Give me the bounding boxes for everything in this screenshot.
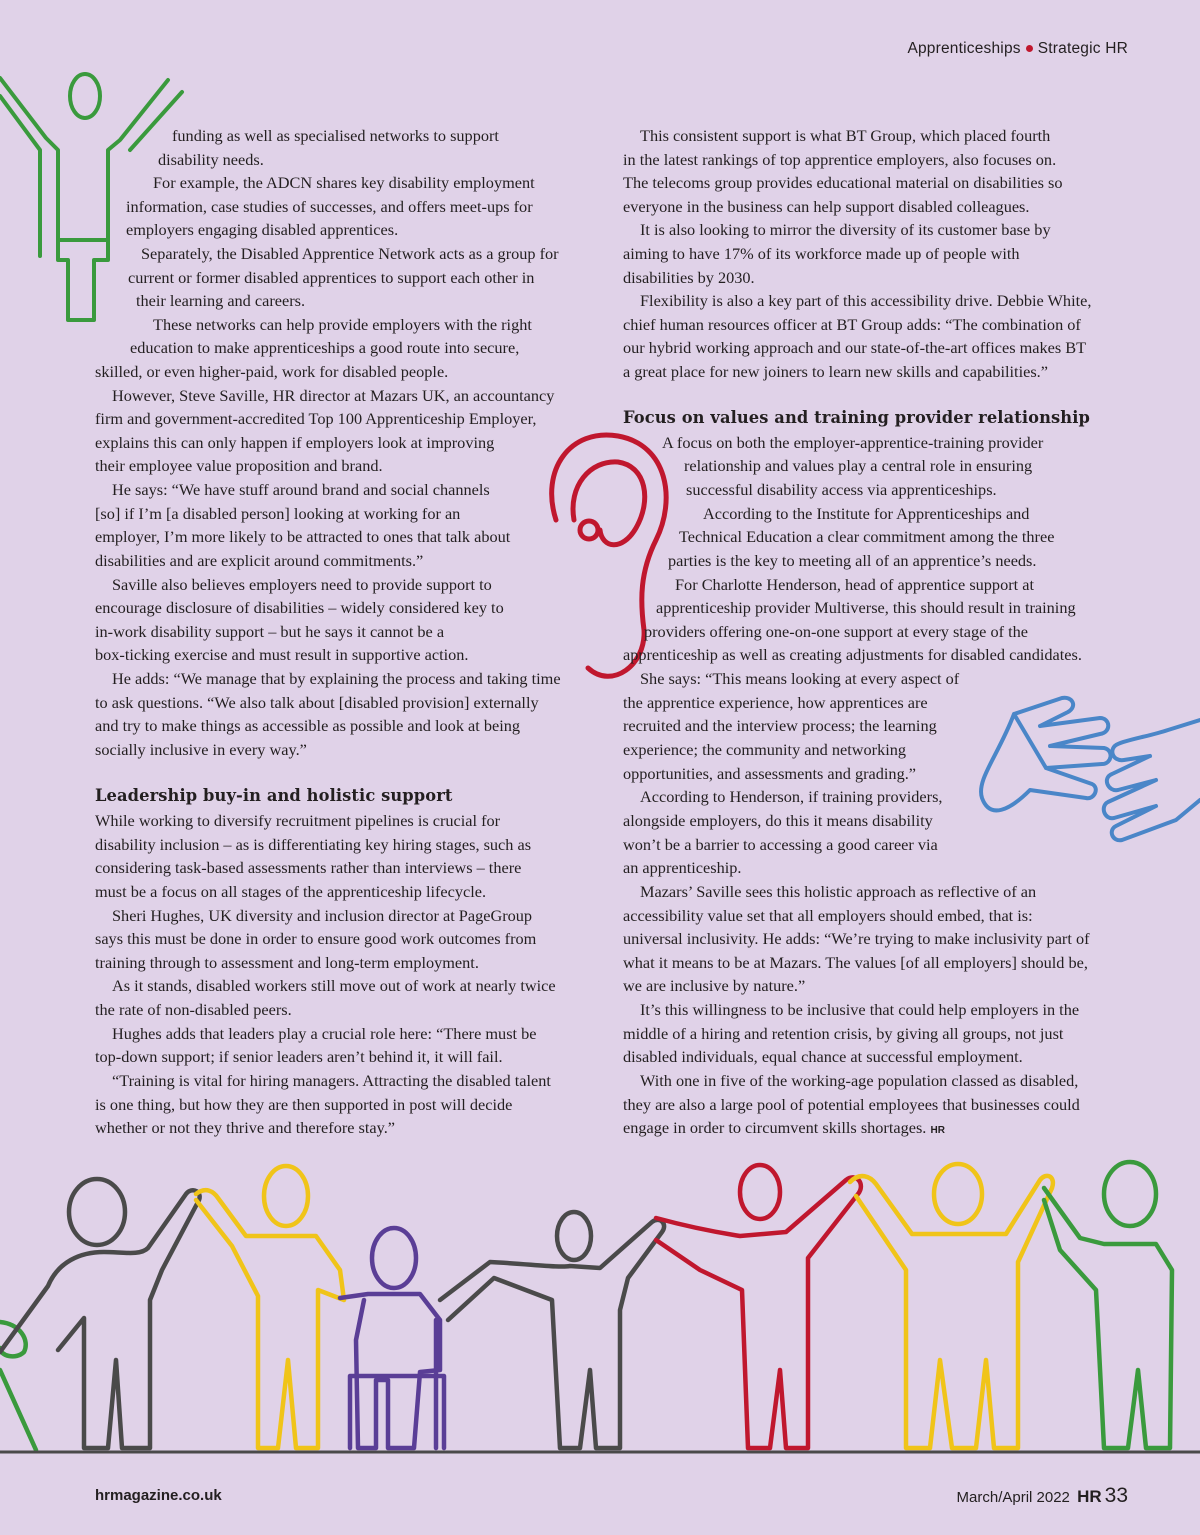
- body-line: education to make apprenticeships a good route into secure,: [130, 338, 520, 357]
- body-line: For Charlotte Henderson, head of apprentice support at: [675, 575, 1034, 594]
- body-line: top-down support; if senior leaders aren’t behind it, it will fail.: [95, 1047, 503, 1066]
- body-line: successful disability access via apprenticeships.: [686, 480, 997, 499]
- body-line: to ask questions. “We also talk about [disabled provision] externally: [95, 693, 539, 712]
- issue-date: March/April 2022: [956, 1489, 1070, 1506]
- body-line: in-work disability support – but he says it cannot be a: [95, 622, 445, 641]
- body-line: [so] if I’m [a disabled person] looking at working for an: [95, 504, 461, 523]
- body-line: universal inclusivity. He adds: “We’re trying to make inclusivity part of: [623, 929, 1090, 948]
- body-line: Hughes adds that leaders play a crucial role here: “There must be: [112, 1024, 537, 1043]
- body-line: encourage disclosure of disabilities – widely considered key to: [95, 598, 504, 617]
- subsection-label: Strategic HR: [1037, 40, 1128, 57]
- body-line: middle of a hiring and retention crisis, by giving all groups, not just: [623, 1024, 1064, 1043]
- body-line: their learning and careers.: [136, 291, 306, 310]
- body-line: they are also a large pool of potential employees that businesses could: [623, 1095, 1080, 1114]
- body-text: engage in order to circumvent skills shortages.: [623, 1118, 927, 1137]
- page-number: 33: [1104, 1484, 1128, 1507]
- body-line: won’t be a barrier to accessing a good career via: [623, 835, 938, 854]
- body-line: skilled, or even higher-paid, work for disabled people.: [95, 362, 449, 381]
- body-line: disabilities by 2030.: [623, 268, 755, 287]
- body-line: opportunities, and assessments and grading.”: [623, 764, 917, 783]
- sign-language-hands-icon: [981, 698, 1200, 840]
- body-line: employer, I’m more likely to be attracted to ones that talk about: [95, 527, 511, 546]
- body-line: This consistent support is what BT Group, which placed fourth: [640, 126, 1051, 145]
- body-line: He says: “We have stuff around brand and social channels: [112, 480, 490, 499]
- body-line: Flexibility is also a key part of this accessibility drive. Debbie White,: [640, 291, 1092, 310]
- body-line: an apprenticeship.: [623, 858, 742, 877]
- body-line: Mazars’ Saville sees this holistic approach as reflective of an: [640, 882, 1037, 901]
- body-line: It’s this willingness to be inclusive that could help employers in the: [640, 1000, 1080, 1019]
- body-line: what it means to be at Mazars. The values [of all employers] should be,: [623, 953, 1088, 972]
- body-line-last: [623, 1116, 945, 1143]
- body-line: everyone in the business can help support disabled colleagues.: [623, 197, 1030, 216]
- page-footer: [957, 1484, 1128, 1508]
- body-line: in the latest rankings of top apprentice employers, also focuses on.: [623, 150, 1057, 169]
- body-line: It is also looking to mirror the diversity of its customer base by: [640, 220, 1051, 239]
- magazine-brand: HR: [1077, 1487, 1102, 1506]
- body-line: accessibility value set that all employers should embed, that is:: [623, 906, 1033, 925]
- body-line: The telecoms group provides educational material on disabilities so: [623, 173, 1063, 192]
- body-line: their employee value proposition and brand.: [95, 456, 383, 475]
- body-line: disabled individuals, equal chance at successful employment.: [623, 1047, 1023, 1066]
- body-line: aiming to have 17% of its workforce made up of people with: [623, 244, 1020, 263]
- body-line: a great place for new joiners to learn new skills and capabilities.”: [623, 362, 1048, 381]
- body-line: A focus on both the employer-apprentice-training provider: [662, 433, 1044, 452]
- body-line: For example, the ADCN shares key disability employment: [153, 173, 535, 192]
- end-mark: HR: [930, 1125, 945, 1136]
- body-line: As it stands, disabled workers still move out of work at nearly twice: [112, 976, 556, 995]
- body-line: These networks can help provide employers with the right: [153, 315, 532, 334]
- body-line: parties is the key to meeting all of an apprentice’s needs.: [668, 551, 1037, 570]
- body-line: While working to diversify recruitment pipelines is crucial for: [95, 811, 501, 830]
- body-line: Separately, the Disabled Apprentice Network acts as a group for: [141, 244, 559, 263]
- body-line: Technical Education a clear commitment among the three: [679, 527, 1055, 546]
- body-line: box-ticking exercise and must result in supportive action.: [95, 645, 469, 664]
- body-line: However, Steve Saville, HR director at Mazars UK, an accountancy: [112, 386, 555, 405]
- body-line: providers offering one-on-one support at every stage of the: [644, 622, 1028, 641]
- body-line: He adds: “We manage that by explaining the process and taking time: [112, 669, 561, 688]
- body-line: firm and government-accredited Top 100 Apprenticeship Employer,: [95, 409, 537, 428]
- section-heading: Focus on values and training provider relationship: [623, 408, 1090, 427]
- body-line: Saville also believes employers need to provide support to: [112, 575, 492, 594]
- body-line: we are inclusive by nature.”: [623, 976, 806, 995]
- body-line: “Training is vital for hiring managers. Attracting the disabled talent: [112, 1071, 551, 1090]
- body-line: alongside employers, do this it means disability: [623, 811, 933, 830]
- body-line: disability needs.: [158, 150, 264, 169]
- body-line: the rate of non-disabled peers.: [95, 1000, 292, 1019]
- body-line: whether or not they thrive and therefore stay.”: [95, 1118, 396, 1137]
- body-line: explains this can only happen if employers look at improving: [95, 433, 495, 452]
- body-line: is one thing, but how they are then supported in post will decide: [95, 1095, 513, 1114]
- body-line: and try to make things as accessible as possible and look at being: [95, 716, 521, 735]
- body-line: our hybrid working approach and our state-of-the-art offices makes BT: [623, 338, 1087, 357]
- body-line: says this must be done in order to ensure good work outcomes from: [95, 929, 537, 948]
- body-line: current or former disabled apprentices to support each other in: [128, 268, 535, 287]
- body-line: With one in five of the working-age population classed as disabled,: [640, 1071, 1079, 1090]
- body-line: disability inclusion – as is differentiating key hiring stages, such as: [95, 835, 532, 854]
- body-line: recruited and the interview process; the learning: [623, 716, 937, 735]
- body-line: apprenticeship provider Multiverse, this should result in training: [656, 598, 1076, 617]
- body-line: must be a focus on all stages of the apprenticeship lifecycle.: [95, 882, 487, 901]
- body-line: information, case studies of successes, and offers meet-ups for: [126, 197, 533, 216]
- section-header: [907, 40, 1128, 58]
- body-line: disabilities and are explicit around commitments.”: [95, 551, 424, 570]
- body-line: socially inclusive in every way.”: [95, 740, 307, 759]
- body-line: considering task-based assessments rather than interviews – there: [95, 858, 522, 877]
- section-label: Apprenticeships: [907, 40, 1021, 57]
- website-url: hrmagazine.co.uk: [95, 1487, 222, 1504]
- body-line: According to Henderson, if training providers,: [640, 787, 943, 806]
- body-line: experience; the community and networking: [623, 740, 907, 759]
- body-line: apprenticeship as well as creating adjustments for disabled candidates.: [623, 645, 1082, 664]
- body-line: chief human resources officer at BT Group adds: “The combination of: [623, 315, 1081, 334]
- body-line: the apprentice experience, how apprentices are: [623, 693, 928, 712]
- body-line: employers engaging disabled apprentices.: [126, 220, 399, 239]
- bullet-dot-icon: [1026, 45, 1033, 52]
- people-holding-hands-row: [0, 1162, 1172, 1450]
- section-heading: Leadership buy-in and holistic support: [95, 786, 453, 805]
- body-line: funding as well as specialised networks to support: [172, 126, 499, 145]
- body-line: training through to assessment and long-term employment.: [95, 953, 479, 972]
- body-line: relationship and values play a central role in ensuring: [684, 456, 1033, 475]
- body-line: She says: “This means looking at every aspect of: [640, 669, 960, 688]
- body-line: According to the Institute for Apprenticeships and: [703, 504, 1030, 523]
- body-line: Sheri Hughes, UK diversity and inclusion director at PageGroup: [112, 906, 533, 925]
